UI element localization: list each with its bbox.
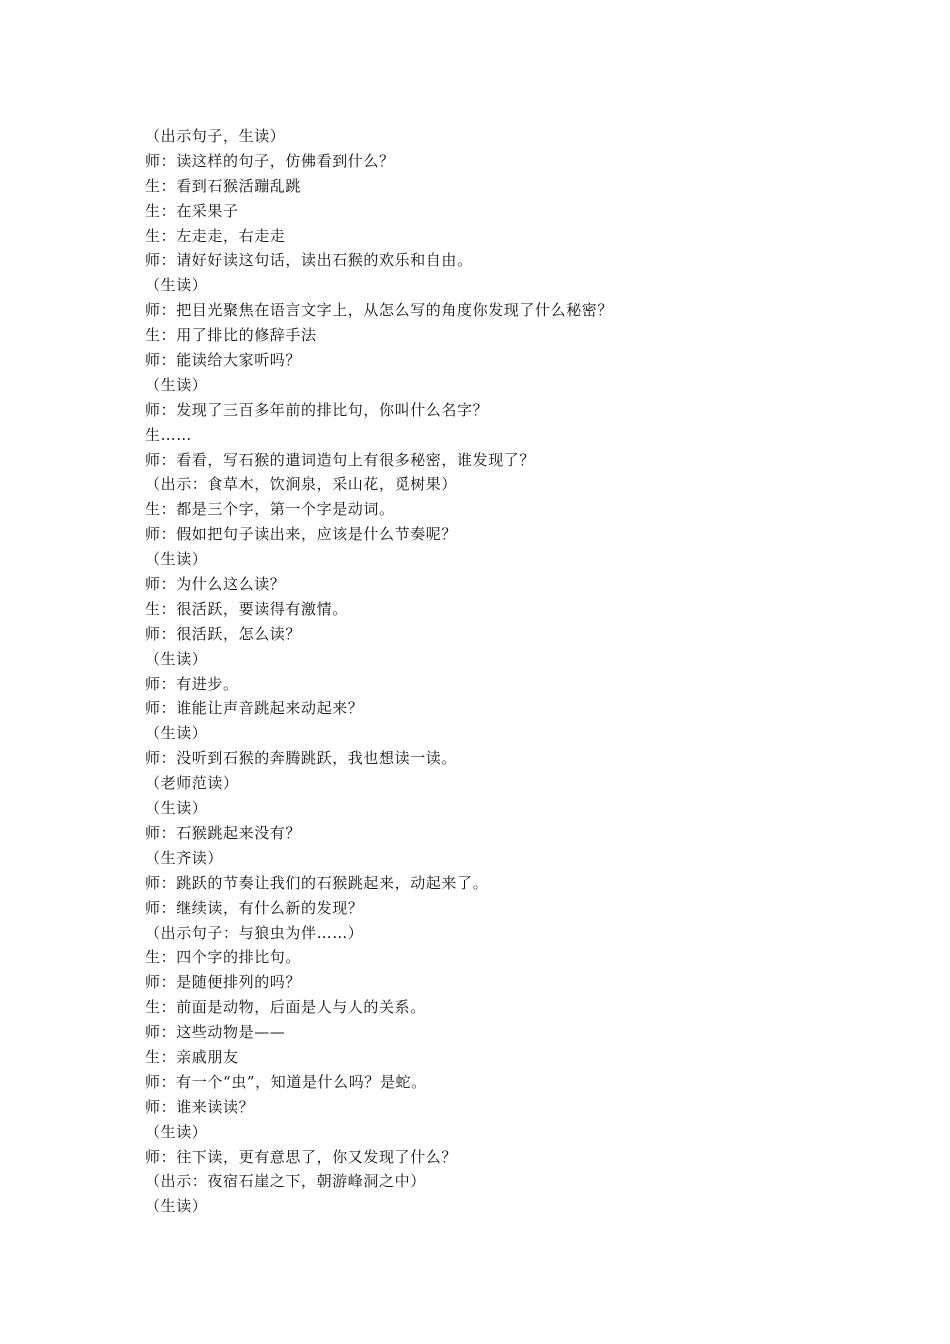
text-line: （生读） xyxy=(145,799,208,818)
text-line: 生…… xyxy=(145,425,192,444)
text-line: 师：跳跃的节奏让我们的石猴跳起来，动起来了。 xyxy=(145,873,489,892)
text-line: （老师范读） xyxy=(145,774,239,793)
text-line: （出示句子，生读） xyxy=(145,127,286,145)
document-body xyxy=(145,124,905,1219)
text-line: （出示：食草木，饮涧泉，采山花，觅树果） xyxy=(145,475,458,494)
text-line: 生：四个字的排比句。 xyxy=(145,948,302,967)
text-line: 师：谁能让声音跳起来动起来？ xyxy=(145,699,364,718)
text-line: 师：能读给大家听吗？ xyxy=(145,351,302,370)
text-line: （生读） xyxy=(145,375,208,394)
text-line: 师：假如把句子读出来，应该是什么节奏呢？ xyxy=(145,525,458,544)
text-line: 生：都是三个字，第一个字是动词。 xyxy=(145,500,395,519)
text-line: 师：为什么这么读？ xyxy=(145,575,286,594)
text-line: 生：亲戚朋友 xyxy=(145,1047,239,1066)
text-line: 师：有一个“虫”，知道是什么吗？是蛇。 xyxy=(145,1072,427,1091)
text-line: （生齐读） xyxy=(145,848,224,867)
text-line: 师：有进步。 xyxy=(145,674,239,693)
text-line: 师：发现了三百多年前的排比句，你叫什么名字？ xyxy=(145,400,489,419)
text-line: 师：谁来读读？ xyxy=(145,1097,255,1116)
text-line: （出示句子：与狼虫为伴……） xyxy=(145,923,364,942)
text-line: 师：是随便排列的吗？ xyxy=(145,973,302,992)
text-line: 师：石猴跳起来没有？ xyxy=(145,823,302,842)
text-line: （生读） xyxy=(145,1197,208,1216)
text-line: 生：左走走，右走走 xyxy=(145,226,286,245)
text-line: （生读） xyxy=(145,724,208,743)
text-line: 师：没听到石猴的奔腾跳跃，我也想读一读。 xyxy=(145,749,458,768)
text-line: 师：这些动物是—— xyxy=(145,1023,286,1042)
text-line: （生读） xyxy=(145,1122,208,1141)
text-line: （出示：夜宿石崖之下，朝游峰洞之中） xyxy=(145,1172,426,1191)
text-line: 生：前面是动物，后面是人与人的关系。 xyxy=(145,998,426,1017)
text-line: 生：很活跃，要读得有激情。 xyxy=(145,599,348,618)
text-line: 师：请好好读这句话，读出石猴的欢乐和自由。 xyxy=(145,251,473,270)
text-line: （生读） xyxy=(145,276,208,295)
text-line: 师：很活跃，怎么读？ xyxy=(145,624,302,643)
text-line: 生：看到石猴活蹦乱跳 xyxy=(145,176,302,195)
text-line: （生读） xyxy=(145,649,208,668)
text-line: 师：把目光聚焦在语言文字上，从怎么写的角度你发现了什么秘密？ xyxy=(145,301,614,320)
text-line: 生：用了排比的修辞手法 xyxy=(145,326,317,345)
text-line: 师：继续读，有什么新的发现？ xyxy=(145,898,364,917)
text-line: 师：读这样的句子，仿佛看到什么？ xyxy=(145,151,395,170)
text-line: 师：看看，写石猴的遣词造句上有很多秘密，谁发现了？ xyxy=(145,450,536,469)
text-line: 师：往下读，更有意思了，你又发现了什么？ xyxy=(145,1147,458,1166)
text-line: （生读） xyxy=(145,550,208,569)
text-line: 生：在采果子 xyxy=(145,201,239,220)
